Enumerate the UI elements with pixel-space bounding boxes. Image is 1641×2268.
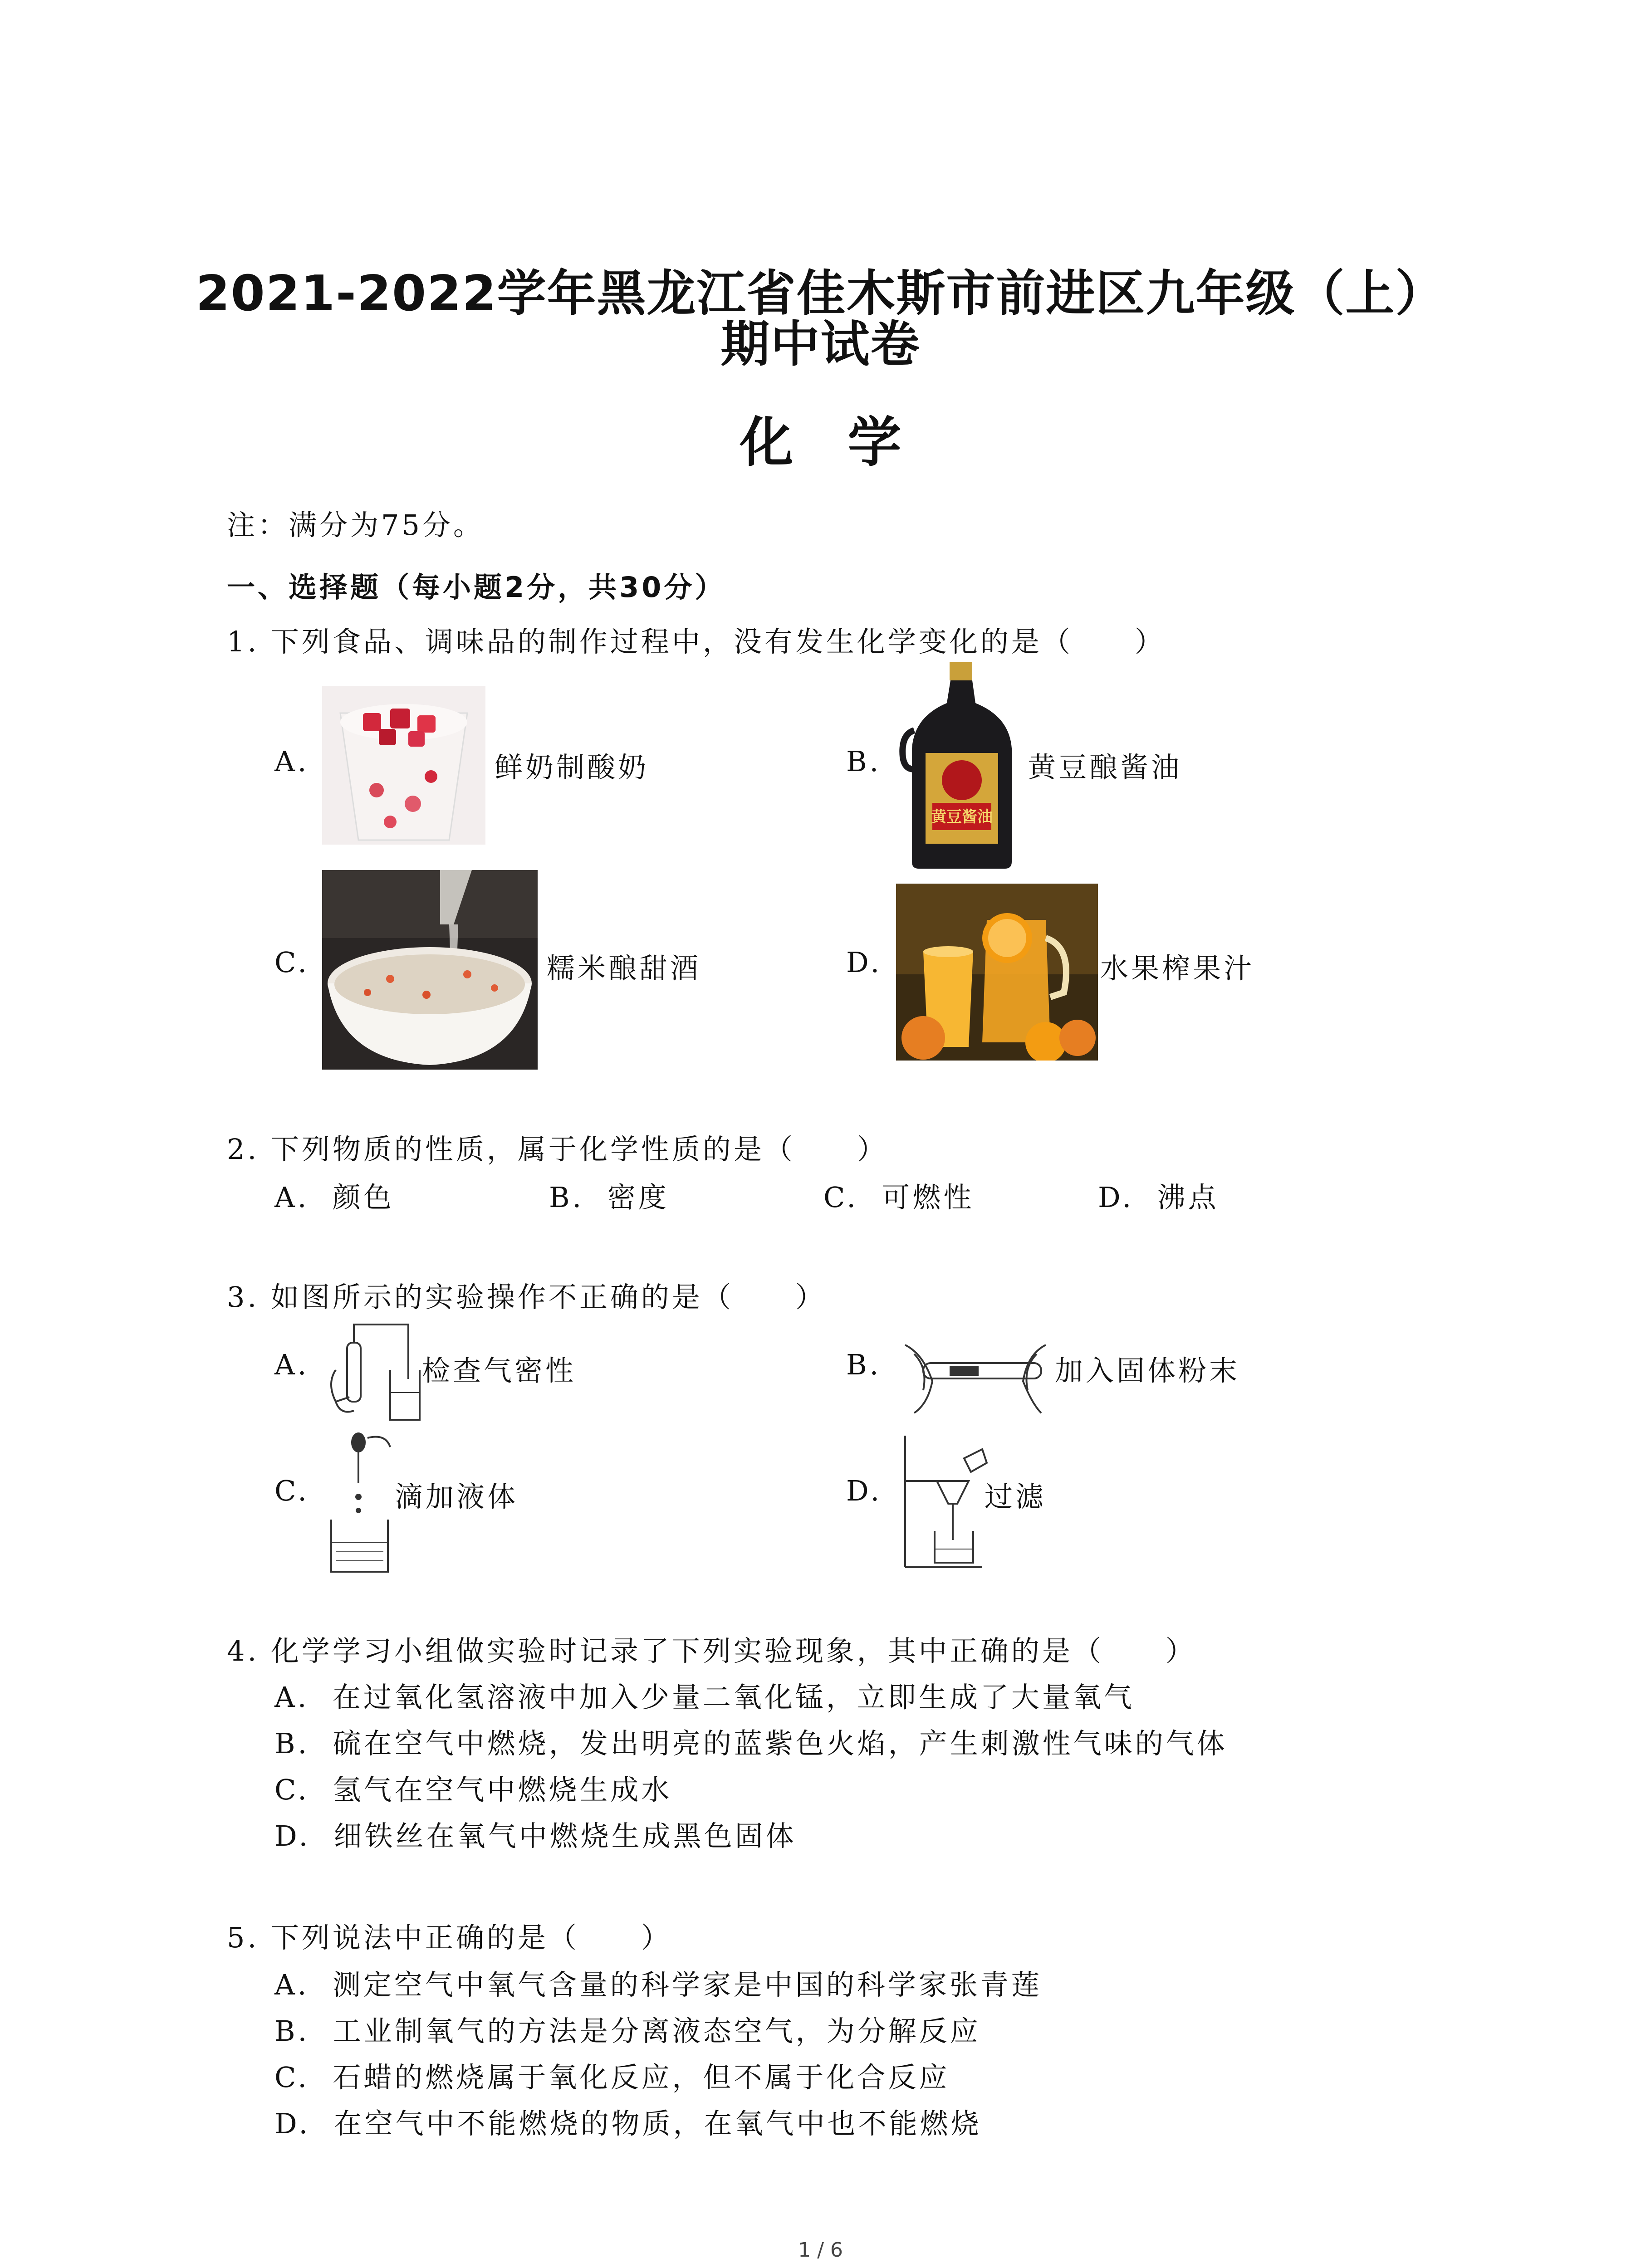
q1-option-c-text: 糯米酿甜酒 — [547, 952, 701, 985]
bottle-label: 黄豆酱油 — [931, 808, 993, 826]
question-4-stem: 4. 化学学习小组做实验时记录了下列实验现象，其中正确的是（ ） — [227, 1634, 1196, 1667]
q1-option-a-label: A. — [274, 745, 309, 778]
q5-option-d: D. 在空气中不能燃烧的物质，在氧气中也不能燃烧 — [274, 2107, 982, 2140]
score-note: 注：满分为75分。 — [227, 508, 484, 542]
drip-liquid-diagram — [322, 1429, 395, 1576]
q1-option-d-label: D. — [846, 946, 882, 979]
q3-option-b-text: 加入固体粉末 — [1055, 1354, 1240, 1387]
q4-option-c: C. 氢气在空气中燃烧生成水 — [274, 1773, 672, 1806]
q3-option-a-text: 检查气密性 — [422, 1354, 577, 1387]
q2-option-a: A. 颜色 — [274, 1181, 394, 1214]
paper-title-line2: 期中试卷 — [720, 316, 921, 373]
soy-sauce-bottle-photo — [896, 662, 1028, 871]
q2-option-c: C. 可燃性 — [823, 1181, 975, 1214]
q1-option-b-text: 黄豆酿酱油 — [1028, 751, 1182, 784]
q4-option-d: D. 细铁丝在氧气中燃烧生成黑色固体 — [274, 1819, 797, 1853]
q3-option-d-text: 过滤 — [985, 1480, 1047, 1513]
airtightness-check-diagram — [322, 1320, 422, 1429]
section-heading: 一、选择题（每小题2分，共30分） — [227, 571, 726, 604]
page-number: 1 / 6 — [798, 2239, 843, 2262]
q3-option-c-label: C. — [274, 1474, 309, 1507]
orange-juice-photo — [896, 884, 1098, 1061]
filtration-diagram — [896, 1431, 991, 1572]
q3-option-a-label: A. — [274, 1348, 309, 1381]
rice-wine-bowl-photo — [322, 870, 538, 1070]
yogurt-photo — [322, 686, 485, 845]
q1-option-c-label: C. — [274, 946, 309, 979]
q4-option-b: B. 硫在空气中燃烧，发出明亮的蓝紫色火焰，产生刺激性气味的气体 — [274, 1727, 1228, 1760]
q5-option-c: C. 石蜡的燃烧属于氧化反应，但不属于化合反应 — [274, 2061, 950, 2094]
question-5-stem: 5. 下列说法中正确的是（ ） — [227, 1921, 672, 1954]
q5-option-a: A. 测定空气中氧气含量的科学家是中国的科学家张青莲 — [274, 1968, 1042, 2001]
question-3-stem: 3. 如图所示的实验操作不正确的是（ ） — [227, 1281, 826, 1314]
q1-option-d-text: 水果榨果汁 — [1100, 952, 1255, 985]
q1-option-b-label: B. — [846, 745, 882, 778]
q5-option-b: B. 工业制氧气的方法是分离液态空气，为分解反应 — [274, 2014, 981, 2048]
question-2-stem: 2. 下列物质的性质，属于化学性质的是（ ） — [227, 1133, 888, 1166]
question-1-stem: 1. 下列食品、调味品的制作过程中，没有发生化学变化的是（ ） — [227, 625, 1166, 658]
q4-option-a: A. 在过氧化氢溶液中加入少量二氧化锰，立即生成了大量氧气 — [274, 1681, 1135, 1714]
add-powder-diagram — [896, 1327, 1055, 1418]
q2-option-d: D. 沸点 — [1098, 1181, 1219, 1214]
q3-option-c-text: 滴加液体 — [395, 1480, 519, 1513]
q2-option-b: B. 密度 — [549, 1181, 669, 1214]
q3-option-d-label: D. — [846, 1474, 882, 1507]
q1-option-a-text: 鲜奶制酸奶 — [495, 751, 649, 784]
paper-title-line1: 2021-2022学年黑龙江省佳木斯市前进区九年级（上） — [196, 265, 1445, 322]
q3-option-b-label: B. — [846, 1348, 882, 1381]
subject-heading: 化学 — [740, 411, 956, 474]
